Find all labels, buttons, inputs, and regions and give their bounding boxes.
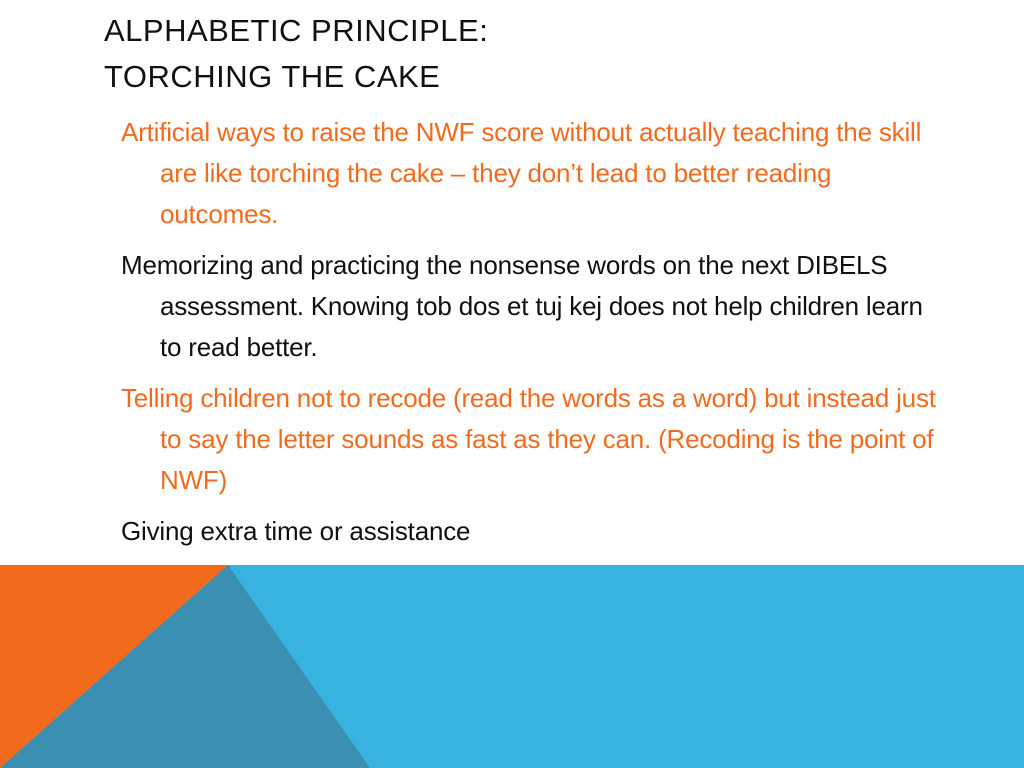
footer-graphic xyxy=(0,565,1024,768)
slide-title xyxy=(104,8,924,100)
title-line-1: ALPHABETIC PRINCIPLE: xyxy=(104,13,489,48)
title-line-2: TORCHING THE CAKE xyxy=(104,59,441,94)
decorative-footer xyxy=(0,565,1024,768)
bullet-item: Memorizing and practicing the nonsense words on the next DIBELS assessment. Knowing tob dos et tuj kej does not help children learn to read better. xyxy=(121,250,923,362)
bullet-item: Telling children not to recode (read the words as a word) but instead just to say the letter sounds as fast as they can. (Recoding is the point of NWF) xyxy=(121,383,936,495)
bullet-item: Artificial ways to raise the NWF score without actually teaching the skill are like torching the cake – they don’t lead to better reading outcomes. xyxy=(121,117,922,229)
bullet-item: Giving extra time or assistance xyxy=(121,516,471,546)
bullet-list xyxy=(121,112,941,562)
